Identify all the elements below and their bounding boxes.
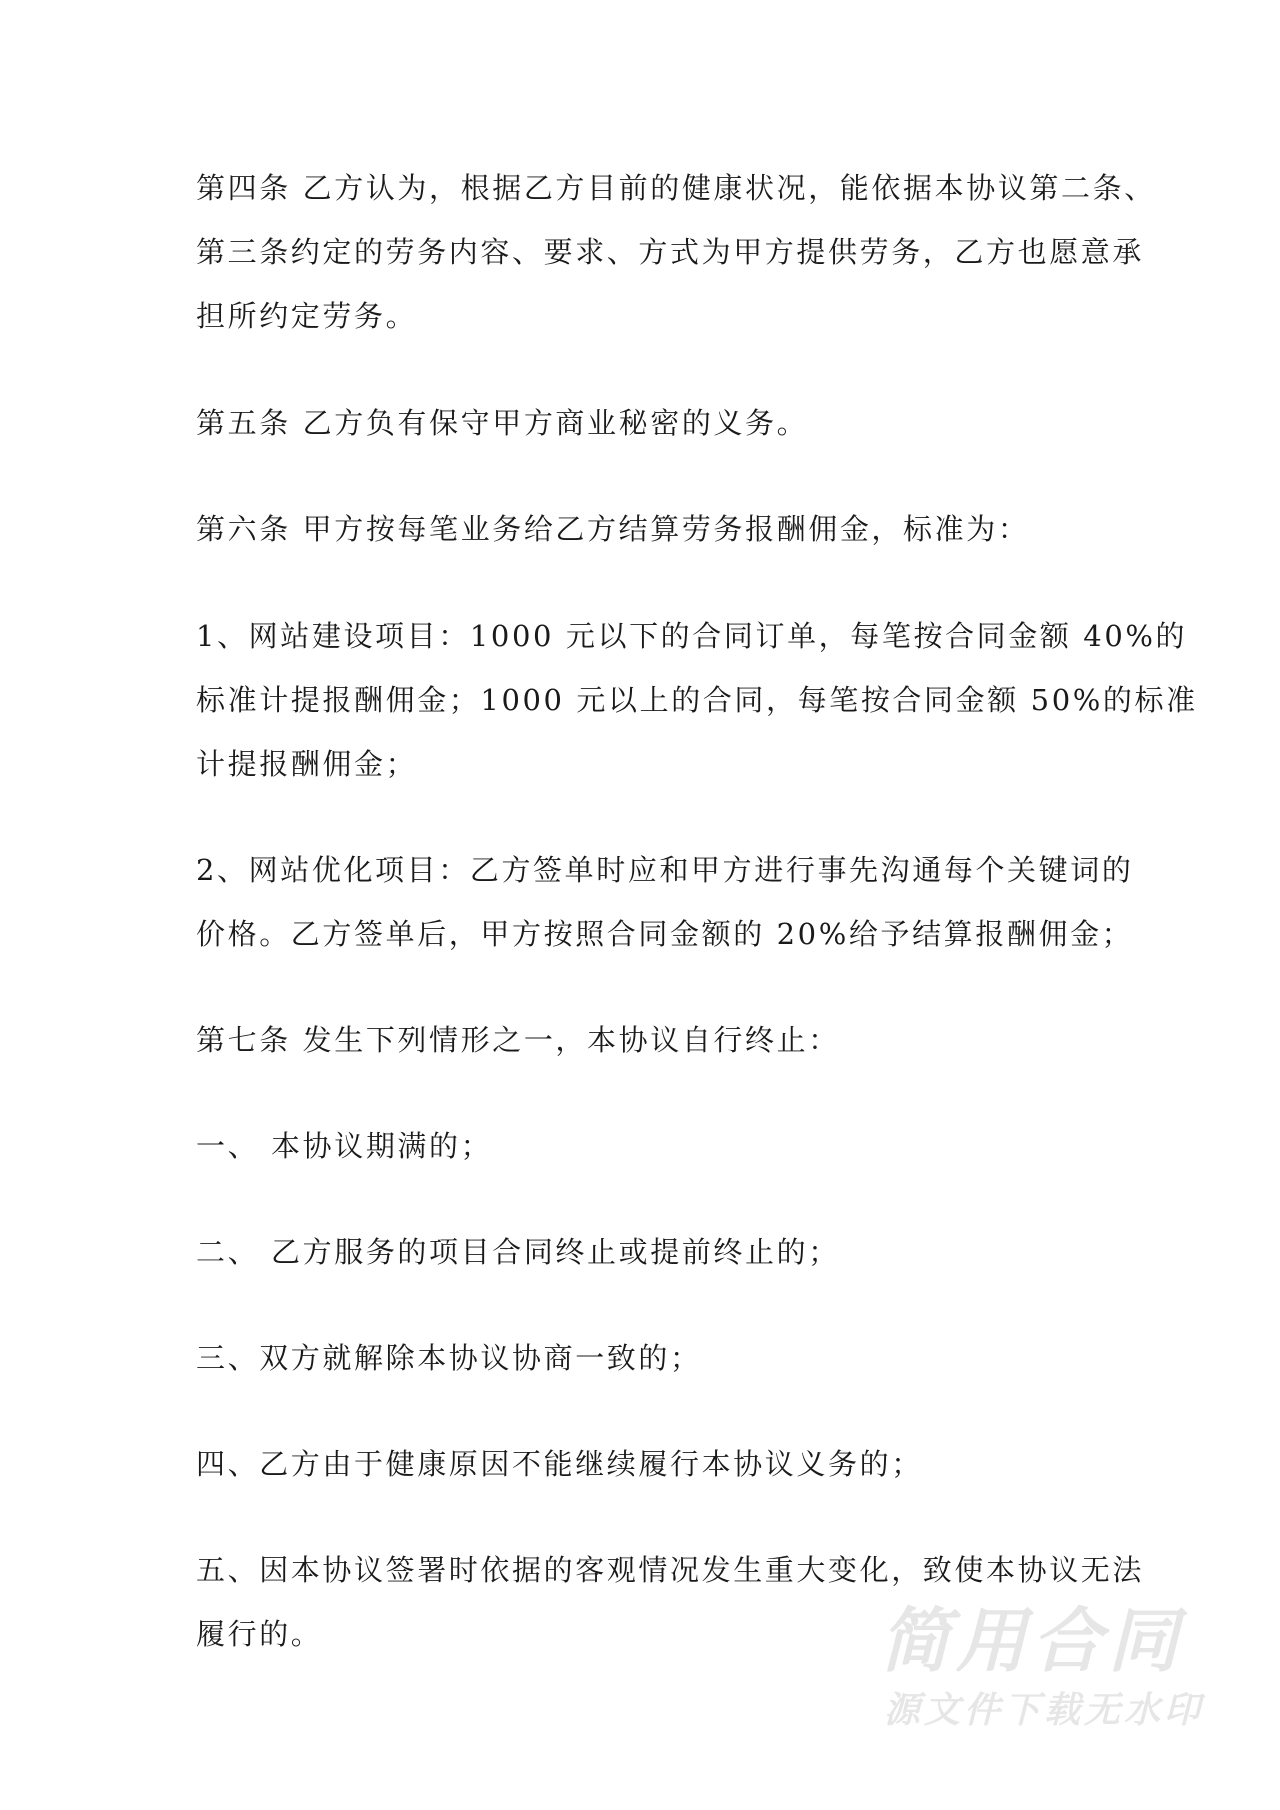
text-line: 标准计提报酬佣金；1000 元以上的合同，每笔按合同金额 50%的标准 <box>196 683 1198 717</box>
text-line: 第六条 甲方按每笔业务给乙方结算劳务报酬佣金，标准为： <box>196 512 1030 546</box>
text-line: 一、 本协议期满的； <box>196 1129 493 1163</box>
watermark-logo: 简用合同 <box>880 1600 1184 1682</box>
text-line: 1、网站建设项目：1000 元以下的合同订单，每笔按合同金额 40%的 <box>196 619 1188 653</box>
text-line: 计提报酬佣金； <box>196 747 418 781</box>
text-line: 二、 乙方服务的项目合同终止或提前终止的； <box>196 1235 840 1269</box>
text-line: 履行的。 <box>196 1617 323 1651</box>
text-line: 第五条 乙方负有保守甲方商业秘密的义务。 <box>196 406 809 440</box>
text-line: 三、双方就解除本协议协商一致的； <box>196 1341 702 1375</box>
text-line: 五、因本协议签署时依据的客观情况发生重大变化，致使本协议无法 <box>196 1553 1145 1587</box>
text-line: 2、网站优化项目：乙方签单时应和甲方进行事先沟通每个关键词的 <box>196 853 1134 887</box>
text-line: 第三条约定的劳务内容、要求、方式为甲方提供劳务，乙方也愿意承 <box>196 235 1145 269</box>
text-line: 第七条 发生下列情形之一，本协议自行终止： <box>196 1023 840 1057</box>
text-line: 四、乙方由于健康原因不能继续履行本协议义务的； <box>196 1447 923 1481</box>
text-line: 第四条 乙方认为，根据乙方目前的健康状况，能依据本协议第二条、 <box>196 171 1156 205</box>
watermark-tagline: 源文件下载无水印 <box>884 1690 1205 1731</box>
text-line: 价格。乙方签单后，甲方按照合同金额的 20%给予结算报酬佣金； <box>196 917 1134 951</box>
text-line: 担所约定劳务。 <box>196 299 418 333</box>
